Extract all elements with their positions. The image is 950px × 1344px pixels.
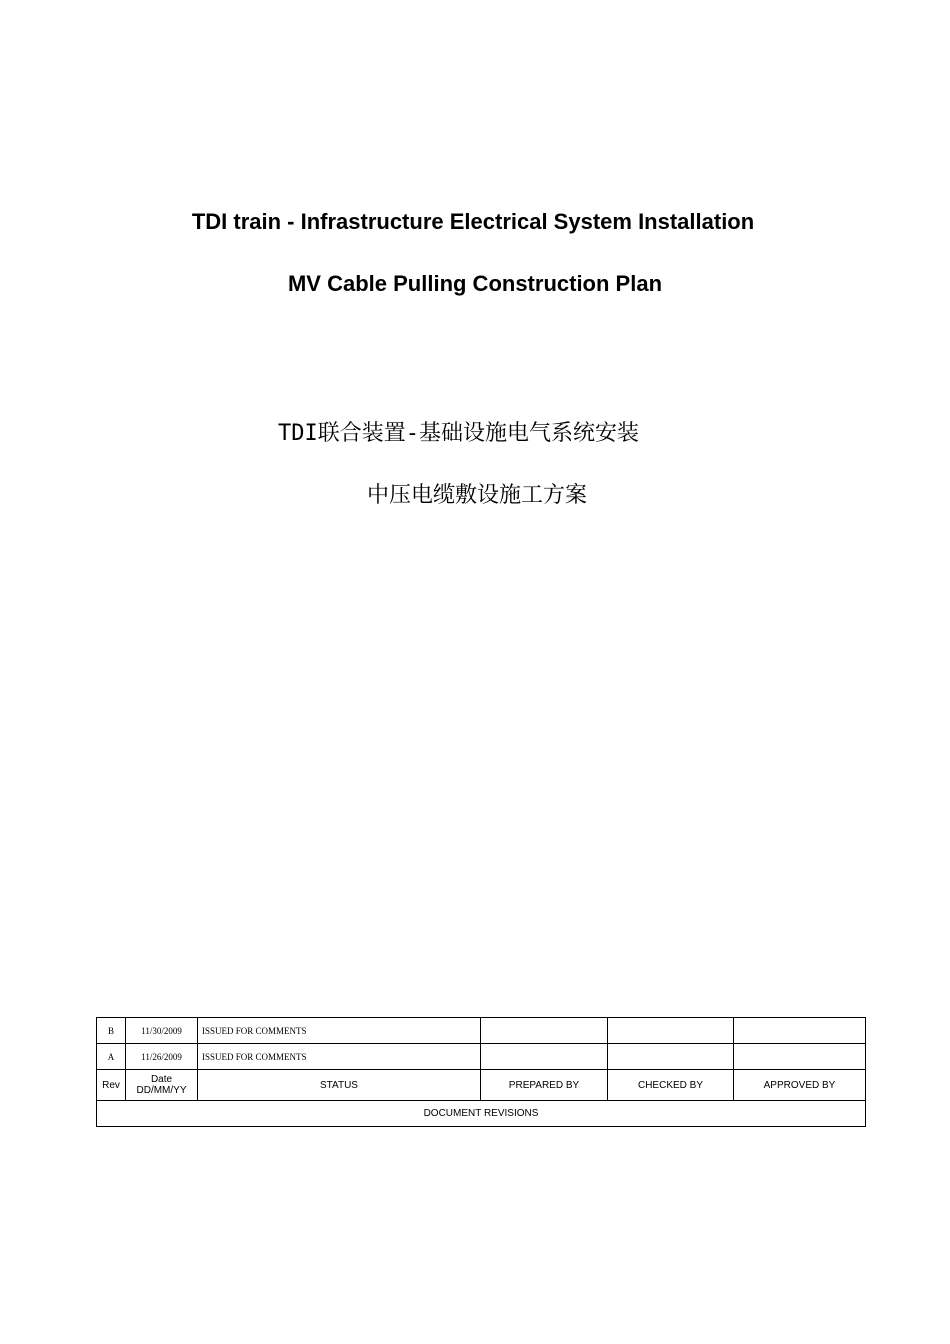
approved-by-cell	[734, 1044, 866, 1070]
table-header-row	[97, 1070, 866, 1101]
title-chinese-line-1: TDI联合装置-基础设施电气系统安装	[278, 421, 639, 446]
header-date-label: Date	[150, 1074, 173, 1085]
revision-row-b	[97, 1018, 866, 1044]
date-cell: 11/26/2009	[126, 1044, 198, 1070]
title-chinese-line-2: 中压电缆敷设施工方案	[367, 483, 588, 508]
approved-by-cell	[734, 1018, 866, 1044]
title-english-line-2: MV Cable Pulling Construction Plan	[287, 271, 663, 296]
header-approved-by: APPROVED BY	[734, 1070, 866, 1101]
status-cell: ISSUED FOR COMMENTS	[198, 1044, 481, 1070]
prepared-by-cell	[481, 1044, 608, 1070]
prepared-by-cell	[481, 1018, 608, 1044]
rev-cell: B	[97, 1018, 126, 1044]
revision-row-a	[97, 1044, 866, 1070]
header-date	[126, 1070, 198, 1101]
table-footer-row	[97, 1101, 866, 1127]
document-revisions-table	[96, 1017, 866, 1127]
title-english-line-1: TDI train - Infrastructure Electrical System Installation	[191, 209, 755, 234]
checked-by-cell	[608, 1044, 734, 1070]
document-revisions-label: DOCUMENT REVISIONS	[97, 1101, 866, 1127]
date-cell: 11/30/2009	[126, 1018, 198, 1044]
status-cell: ISSUED FOR COMMENTS	[198, 1018, 481, 1044]
header-checked-by: CHECKED BY	[608, 1070, 734, 1101]
checked-by-cell	[608, 1018, 734, 1044]
header-prepared-by: PREPARED BY	[481, 1070, 608, 1101]
header-rev: Rev	[97, 1070, 126, 1101]
rev-cell: A	[97, 1044, 126, 1070]
header-status: STATUS	[198, 1070, 481, 1101]
header-date-format: DD/MM/YY	[136, 1085, 187, 1096]
